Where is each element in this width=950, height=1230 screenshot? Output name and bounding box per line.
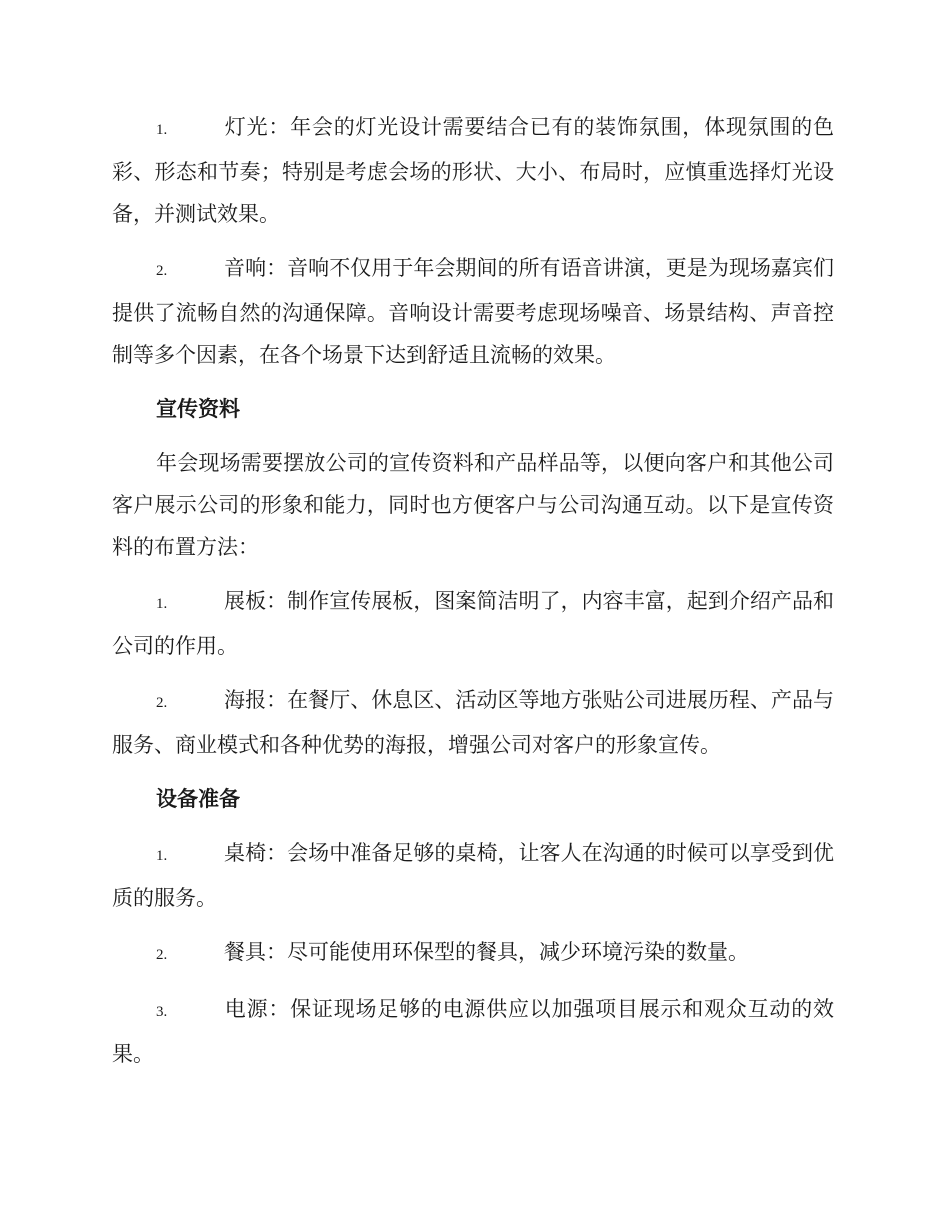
list-text: 灯光：年会的灯光设计需要结合已有的装饰氛围，体现氛围的色彩、形态和节奏；特别是考虑会场的形状、大小、布局时，应慎重选择灯光设备，并测试效果。 (112, 115, 834, 226)
list-item (112, 247, 834, 376)
list-number: 2. (156, 263, 168, 279)
list-text: 餐具：尽可能使用环保型的餐具，减少环境污染的数量。 (224, 940, 749, 964)
list-number: 1. (156, 848, 168, 864)
section-heading-promo-materials: 宣传资料 (156, 397, 240, 421)
list-text: 音响：音响不仅用于年会期间的所有语音讲演，更是为现场嘉宾们提供了流畅自然的沟通保障。音响设计需要考虑现场噪音、场景结构、声音控制等多个因素，在各个场景下达到舒适且流畅的效果。 (112, 256, 834, 367)
list-text: 海报：在餐厅、休息区、活动区等地方张贴公司进展历程、产品与服务、商业模式和各种优势的海报，增强公司对客户的形象宣传。 (112, 688, 834, 757)
list-item (112, 106, 834, 235)
list-text: 展板：制作宣传展板，图案简洁明了，内容丰富，起到介绍产品和公司的作用。 (112, 589, 834, 658)
list-text: 桌椅：会场中准备足够的桌椅，让客人在沟通的时候可以享受到优质的服务。 (112, 841, 834, 910)
list-number: 3. (156, 1004, 168, 1020)
list-number: 1. (156, 122, 168, 138)
list-number: 1. (156, 596, 168, 612)
list-item (112, 832, 834, 919)
list-number: 2. (156, 947, 168, 963)
intro-paragraph: 年会现场需要摆放公司的宣传资料和产品样品等，以便向客户和其他公司客户展示公司的形象和能力，同时也方便客户与公司沟通互动。以下是宣传资料的布置方法： (112, 451, 834, 559)
document-page (112, 106, 834, 1087)
list-item (112, 679, 834, 766)
list-number: 2. (156, 695, 168, 711)
section-heading-equipment: 设备准备 (156, 787, 240, 811)
list-text: 电源：保证现场足够的电源供应以加强项目展示和观众互动的效果。 (112, 997, 834, 1066)
list-item (112, 580, 834, 667)
list-item (112, 931, 834, 976)
list-item (112, 988, 834, 1075)
